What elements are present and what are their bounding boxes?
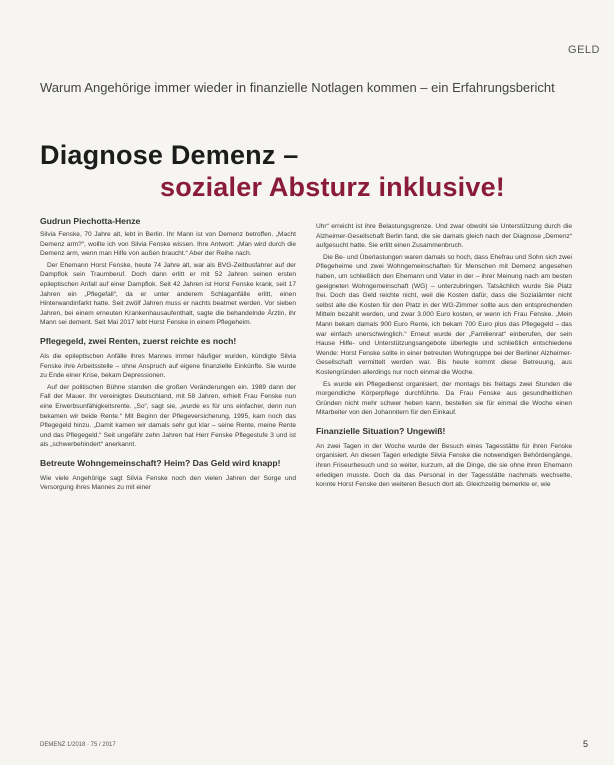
subheading: Finanzielle Situation? Ungewiß!: [316, 425, 446, 436]
subheading: Betreute Wohngemeinschaft? Heim? Das Geld wird knapp!: [40, 457, 281, 468]
body-paragraph: An zwei Tagen in der Woche wurde der Besuch eines Tagesstätte für ihren Fenske organisiert. An diesen Tagen erledigte Silvia Fenske die notwendigen Behördengänge, ihren Friseurbesuch und so weiter, kurzum, all die Dinge, die sie ohne ihren Ehemann erledigen musste. Doch da das Personal in der Tagesstätte nachmals wechselte, konnte Horst Fenske den weiteren Besuch dort ab. Gleichzeitig bemerkte er, wie: [316, 442, 572, 489]
body-paragraph: Uhr“ erreicht ist ihre Belastungsgrenze. Und zwar obwohl sie Unterstützung durch die Alzheimer-Gesellschaft Berlin fand, die sie damals gleich nach der Diagnose „Demenz“ aufgesucht hatte. Sie erlitt einen Zusammenbruch.: [316, 223, 572, 250]
article-kicker: Warum Angehörige immer wieder in finanzielle Notlagen kommen – ein Erfahrungsbericht: [40, 80, 555, 95]
text-column-left: [40, 230, 296, 495]
body-paragraph: Auf der politischen Bühne standen die großen Veränderungen ein. 1989 dann der Fall der Mauer. Ihr vereinigtes Deutschland, mit 58 Jahren, erhielt Frau Fenske nun eine Erwerbsunfähigkeitsrente. „So“, sagt sie, „wurde es für uns einfacher, denn nun bekamen wir beide Rente.“ Mit Beginn der Pflegeversicherung, 1995, kam noch das Pflegegeld hinzu. „Damit kamen wir damals sehr gut klar – seine Rente, meine Rente und das Pflegegeld.“ Seit ungefähr zehn Jahren hat Herr Fenske Pflegestufe 3 und ist als „schwerbehindert“ anerkannt.: [40, 383, 296, 449]
body-paragraph: Als die epileptischen Anfälle ihres Mannes immer häufiger wurden, kündigte Silvia Fenske ihre Arbeitsstelle – ohne Anspruch auf eigene finanzielle Einkünfte. Sie wurde zu Ende einer Krise, bekam Depressionen.: [40, 352, 296, 380]
footer-issue: DEMENZ 1/2018 · 75 / 2017: [40, 742, 116, 748]
subheading: Pflegegeld, zwei Renten, zuerst reichte es noch!: [40, 335, 237, 346]
author-byline: Gudrun Piechotta-Henze: [40, 216, 141, 226]
body-paragraph: Es wurde ein Pflegedienst organisiert, der montags bis freitags zwei Stunden die morgendliche Körperpflege durchführte. Da Frau Fenske aus gesundheitlichen Gründen nicht mehr schwer heben kann, bestellen sie für einmal die Woche einen Mitarbeiter von den Johannitern für den Einkauf.: [316, 380, 572, 417]
body-paragraph: Wie viele Angehörige sagt Silvia Fenske noch den vielen Jahren der Sorge und Versorgung ihres Mannes zu mit einer: [40, 474, 296, 492]
headline-line-2: sozialer Absturz inklusive!: [160, 172, 505, 202]
page-number: 5: [582, 739, 588, 749]
headline-line-1: Diagnose Demenz –: [40, 140, 299, 170]
section-label: GELD: [568, 44, 600, 56]
text-column-right: [316, 222, 572, 492]
body-paragraph: Die Be- und Überlastungen waren damals so hoch, dass Ehefrau und Sohn sich zwei Pflegeheime und zwei Wohngemeinschaften für Menschen mit Demenz angesehen haben, um schließlich den Ehemann und Vater in der – ihrer Meinung nach am besten geeigneten Wohngemeinschaft (WG) – unterzubringen. Tatsächlich wurde Sie Platz frei. Doch das Geld reichte nicht, weil die Kosten dafür, dass die Sozialämter nicht selbst alle die Kosten für den Platz in der WG-Zimmer sollte aus den entsprechenden Mitteln bezahlt werden, und zwar 3.000 Euro kosten, er wenn ich Frau Fenske. „Mein Mann bekam damals 900 Euro Rente, ich bekam 700 Euro plus das Pflegegeld – das war einfach unerschwinglich.“ Erneut wurde der „Familienrat“ einberufen, der sein Hause Hilfe- und Unterstützungsangebote überlegte und schließlich entschiedene Wende: Horst Fenske sollte in einer betreuten Wohngruppe bei der Berliner Alzheimer-Gesellschaft vermittelt werden war. Bis heute kommt diese Betreuung, aus Kostengründen allerdings nur noch einmal die Woche.: [316, 253, 572, 376]
body-paragraph: Der Ehemann Horst Fenske, heute 74 Jahre alt, war als BVG-Zeitbusfahrer auf der Dampflok sein Traumberuf. Doch dann erlitt er mit 52 Jahren seinen ersten epileptischen Anfall auf einer Dampflok. Seit 42 Jahren ist Horst Fenske krank, seit 17 Jahren ein „Pflegefall“, da er unter anderem Schlaganfälle erlitt, einen Hinterwandinfarkt hatte. Seit zwölf Jahren muss er nachts beatmet werden. Vor sieben Jahren, bei einem erneuten Krankenhausaufenthalt, sagte die behandelnde Ärztin, ihr Mann sei dement. Seit Mai 2017 lebt Horst Fenske in einem Pflegeheim.: [40, 261, 296, 327]
body-paragraph: Silvia Fenske, 70 Jahre alt, lebt in Berlin. Ihr Mann ist von Demenz betroffen. „Macht Demenz arm?“, wollte ich von Silvia Fenske wissen. Ihre Antwort: „Man wird durch die Demenz arm, wenn man Hilfe von außen braucht.“ Aber der Reihe nach.: [40, 231, 296, 258]
